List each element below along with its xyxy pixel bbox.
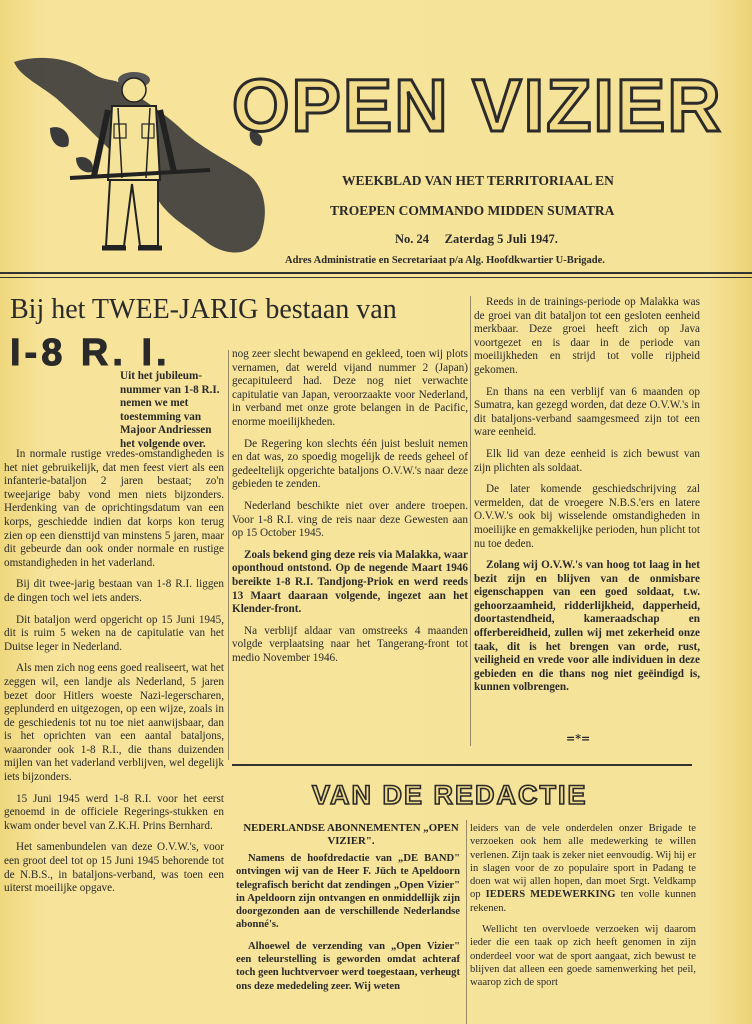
paragraph: Bij dit twee-jarig bestaan van 1-8 R.I. liggen de dingen toch wel iets anders. (4, 578, 224, 604)
article-column-2 (232, 348, 468, 758)
column-divider (228, 350, 229, 760)
paragraph: Als men zich nog eens goed realiseert, wat het zeggen wil, een landje als Nederland, 5 jaren bezet door Hitlers woeste Nazi-legerscharen, geplunderd en uitgezogen, op een wijze, zoals in de geschiedenis tot nu toe niet aanwijsbaar, dan is het oprichten van een aantal bataljons, waaronder ook 1-8 R.I., die thans duizenden mijlen van het vaderland verblijven, wel degelijk iets bijzonders. (4, 662, 224, 784)
paragraph: Namens de hoofdredactie van „DE BAND" ontvingen wij van de Heer F. Jüch te Apeldoorn telegrafisch bericht dat zendingen „Open Vizier" in Apeldoorn zijn ontvangen en onmiddellijk zijn doorgezonden aan de verschillende Nederlandse abonné's. (236, 853, 460, 931)
paragraph: De Regering kon slechts één juist besluit nemen en dat was, zo spoedig mogelijk de reeds geheel of gedeeltelijk opgerichte bataljons O.V.W.'s naar deze gebieden te zenden. (232, 437, 468, 491)
column-divider (470, 296, 471, 746)
paragraph: Wellicht ten overvloede verzoeken wij daarom ieder die een taak op zich heeft genomen in zijn onderdeel voor wat de sport aangaat, zich bewust te blijven dat alleen een goede samenwerking het peil, waarop zich de sport (470, 924, 696, 989)
column-divider (466, 820, 467, 1024)
redactie-column-1 (236, 852, 460, 1024)
paragraph: Reeds in de trainings-periode op Malakka was de groei van dit bataljon tot een gesloten eenheid merkbaar. Deze groei heeft zich op Java voortgezet en is daar in de periode van moeilijkheden en strijd tot volle rijpheid gekomen. (474, 296, 700, 376)
paragraph: En thans na een verblijf van 6 maanden op Sumatra, kan gezegd worden, dat deze O.V.W.'s in dit bataljons-verband saamgesmeed zijn tot een ware eenheid. (474, 385, 700, 439)
paragraph: Zolang wij O.V.W.'s van hoog tot laag in het bezit zijn en blijven van de onmisbare eigenschappen van een goed soldaat, t.w. gehoorzaamheid, ridderlijkheid, dapperheid, doortastendheid, kameraadschap en offerbereidheid, zullen wij met zekerheid onze taak, dit is het brengen van orde, rust, veiligheid en vrede voor alle individuen in deze gebieden en die thans nog niet geëindigd is, kunnen volbrengen. (474, 559, 700, 694)
masthead-rule-thin (0, 277, 752, 278)
redactie-title: VAN DE REDACTIE (312, 780, 588, 810)
redactie-heading: NEDERLANDSE ABONNEMENTEN „OPEN VIZIER". (243, 822, 459, 847)
emphasis-text: IEDERS MEDEWERKING (485, 889, 616, 901)
paragraph: Dit bataljon werd opgericht op 15 Juni 1945, dit is ruim 5 weken na de capitulatie van het Duitse leger in Nederland. (4, 613, 224, 653)
paragraph: 15 Juni 1945 werd 1-8 R.I. voor het eerst genoemd in de officiele Regerings-stukken en kwam onder bevel van Z.K.H. Prins Bernhard. (4, 792, 224, 832)
text: leiders van de vele onderdelen onzer Brigade te verzoeken ook hem alle medewerking te willen verlenen. Zijn taak is zeker niet eenvoudig. Wij hij er in slagen voor de zo populaire sport in Padang te doen wat wij allen hopen, dan moet Srgt. Veldkamp op (470, 823, 696, 901)
paragraph: In normale rustige vredes-omstandigheden is het niet gebruikelijk, dat men feest viert als een infanterie-bataljon 2 jaren bestaat; zo'n tweejarige baby vond men niets bijzonders. Herdenking van de oprichtingsdatum van een korps, geschiedde indien dat korps kon terug zien op een diensttijd van minstens 5 jaren, maar dit gebeurde dan ook onder normale en rustige omstandigheden in het vaderland. (4, 448, 224, 569)
article-column-3 (474, 296, 700, 748)
paragraph: De later komende geschiedschrijving zal vermelden, dat de vroegere N.B.S.'ers en latere O.V.W.'s ook bij wisselende omstandigheden in moeilijke en gemakkelijke perioden, hun plicht tot nu toe deden. (474, 483, 700, 550)
paragraph: Alhoewel de verzending van „Open Vizier" een teleurstelling is geworden omdat achteraf toch geen luchtvervoer werd toegestaan, verheugt ons deze mededeling zeer. Wij weten (236, 940, 460, 992)
paragraph: nog zeer slecht bewapend en gekleed, toen wij plots vernamen, dat wereld vijand nummer 2 (Japan) gecapituleerd had. Deze nog niet verwachte capitulatie van Japan, veroorzaakte voor Nederland, in verband met onze grote belangen in de Pacific, enorme moeilijkheden. (232, 348, 468, 428)
article-headline: Bij het TWEE-JARIG bestaan van (10, 294, 397, 325)
paragraph: Elk lid van deze eenheid is zich bewust van zijn plichten als soldaat. (474, 447, 700, 474)
text: ten volle kunnen rekenen. (470, 889, 696, 914)
subtitle-line-2: TROEPEN COMMANDO MIDDEN SUMATRA (330, 203, 615, 218)
article-headline-unit: I-8 R. I. (10, 332, 171, 374)
article-column-1 (4, 448, 224, 1024)
redactie-column-2 (470, 822, 696, 1024)
issue-date: No. 24 Zaterdag 5 Juli 1947. (395, 232, 558, 246)
paragraph: Nederland beschikte niet over andere troepen. Voor 1-8 R.I. ving de reis naar deze Gewesten aan op 15 October 1945. (232, 499, 468, 540)
section-rule (232, 764, 692, 766)
article-end-mark: =*= (566, 732, 591, 745)
paragraph: Het samenbundelen van deze O.V.W.'s, voor een groot deel tot op 15 Juni 1945 behorende tot de N.B.S., in bataljons-verband, was toen een uiterst moeilijke opgave. (4, 841, 224, 895)
paragraph: Zoals bekend ging deze reis via Malakka, waar oponthoud ontstond. Op de negende Maart 1946 bereikte 1-8 R.I. Tandjong-Priok en werd reeds 13 Maart daaraan volgende, ingezet aan het Klender-front. (232, 548, 468, 616)
article-intro: Uit het jubileum-nummer van 1-8 R.I. nemen we met toestemming van Majoor Andriessen het volgende over. (120, 370, 220, 450)
paragraph (470, 822, 696, 915)
subtitle-line-1: WEEKBLAD VAN HET TERRITORIAAL EN (342, 173, 614, 188)
newspaper-title: OPEN VIZIER (232, 64, 723, 147)
address-line: Adres Administratie en Secretariaat p/a Alg. Hoofdkwartier U-Brigade. (285, 255, 605, 266)
masthead-rule (0, 272, 752, 274)
paragraph: Na verblijf aldaar van omstreeks 4 maanden volgde verplaatsing naar het Tangerang-front tot medio November 1946. (232, 624, 468, 664)
